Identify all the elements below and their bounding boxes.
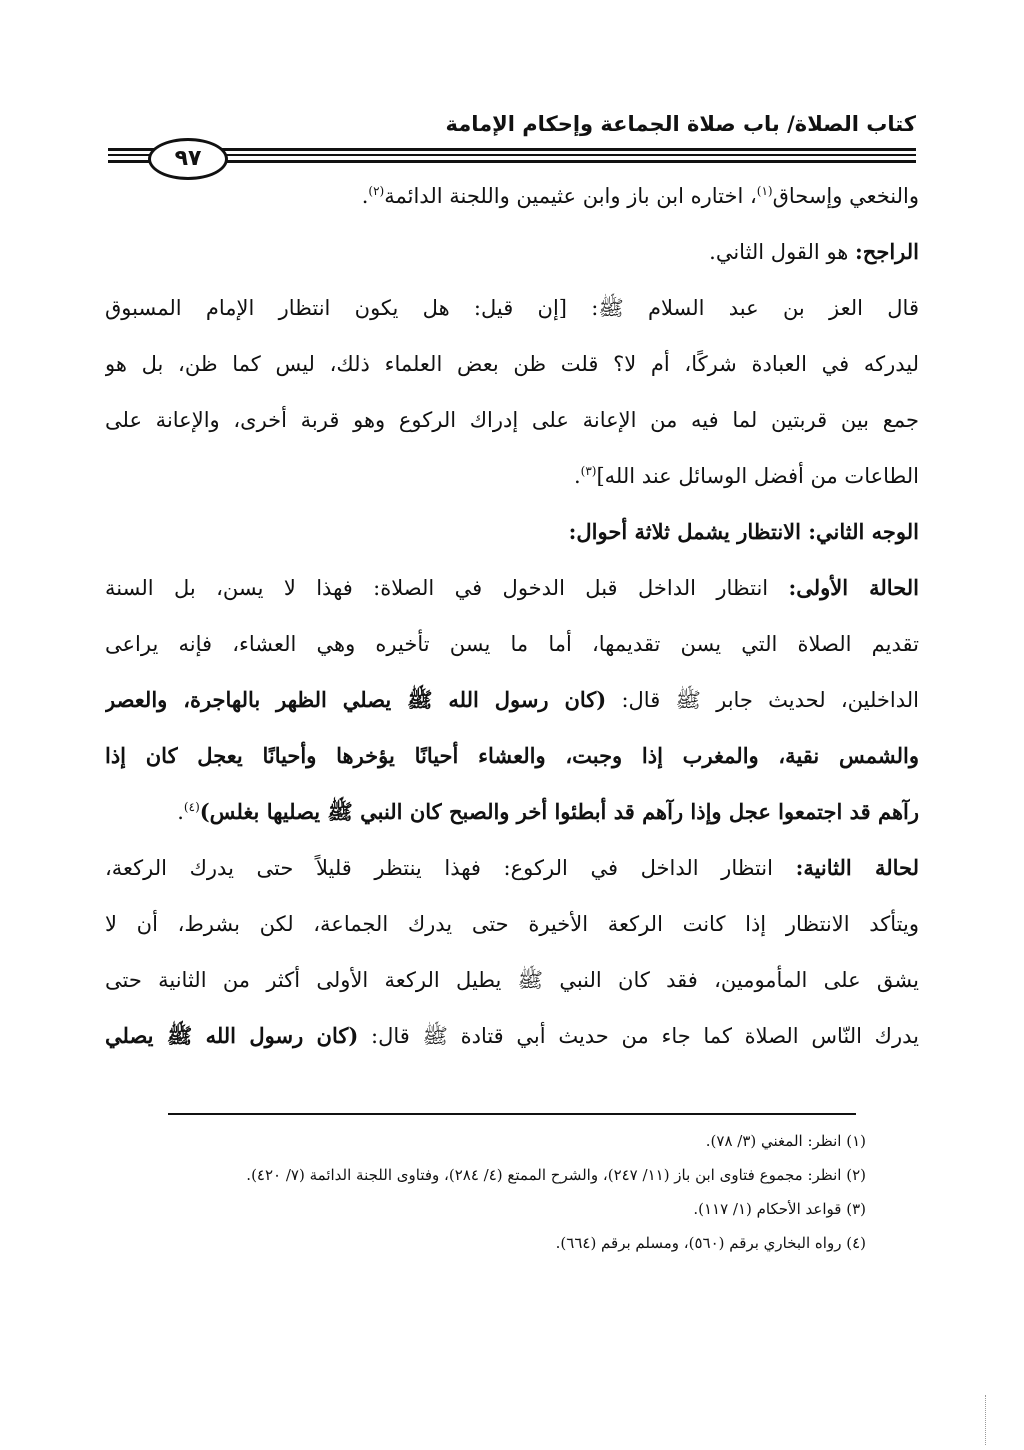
footnote: (٤) رواه البخاري برقم (٥٦٠)، ومسلم برقم (٦٦٤). — [555, 1234, 866, 1252]
text-line: ويتأكد الانتظار إذا كانت الركعة الأخيرة حتى يدرك الجماعة، لكن بشرط، أن لا — [105, 912, 919, 936]
text-line: الطاعات من أفضل الوسائل عند الله]$^{(٣)}$. — [573, 464, 919, 488]
footnote-ref: (١) — [756, 184, 773, 198]
footnote-separator — [168, 1113, 856, 1115]
text-line: الحالة الأولى: انتظار الداخل قبل الدخول في الصلاة: فهذا لا يسن، بل السنة — [105, 575, 919, 600]
hadith-quote: رآهم قد اجتمعوا عجل وإذا رآهم قد أبطئوا أخر والصبح كان النبي ﷺ يصليها بغلس) — [199, 799, 919, 824]
text-line: جمع بين قربتين لما فيه من الإعانة على إدراك الركوع وهو قربة أخرى، والإعانة على — [105, 408, 919, 432]
header-rule — [108, 148, 916, 166]
footnote: (٢) انظر: مجموع فتاوى ابن باز (١١/ ٢٤٧)، والشرح الممتع (٤/ ٢٨٤)، وفتاوى اللجنة الدائمة (٧/ ٤٢٠). — [246, 1166, 866, 1184]
footnote-ref: (٣) — [580, 464, 597, 478]
text-line: الراجح: هو القول الثاني. — [709, 239, 919, 264]
footnote: (٣) قواعد الأحكام (١/ ١١٧). — [693, 1200, 866, 1218]
hadith-quote: (كان رسول الله ﷺ يصلي — [105, 1023, 359, 1048]
footnote: (١) انظر: المغني (٣/ ٧٨). — [705, 1132, 866, 1150]
running-header: كتاب الصلاة/ باب صلاة الجماعة وإحكام الإمامة — [445, 112, 916, 136]
footnote-ref: (٢) — [368, 184, 385, 198]
footnotes — [108, 1124, 866, 1260]
text-line: ليدركه في العبادة شركًا، أم لا؟ قلت ظن بعض العلماء ذلك، ليس كما ظن، بل هو — [105, 352, 919, 376]
section-heading: الوجه الثاني: الانتظار يشمل ثلاثة أحوال: — [568, 519, 919, 544]
case-two-label: لحالة الثانية: — [795, 855, 919, 880]
preferred-opinion-label: الراجح: — [855, 239, 919, 264]
scan-edge-mark — [985, 1395, 987, 1445]
page-number: ٩٧ — [148, 138, 228, 180]
body-text — [105, 168, 919, 1064]
hadith-quote: والشمس نقية، والمغرب إذا وجبت، والعشاء أحيانًا يؤخرها وأحيانًا يعجل كان إذا — [105, 743, 919, 768]
footnote-ref: (٤) — [183, 800, 200, 814]
text-line: لحالة الثانية: انتظار الداخل في الركوع: فهذا ينتظر قليلاً حتى يدرك الركعة، — [105, 855, 919, 880]
hadith-quote: (كان رسول الله ﷺ يصلي الظهر بالهاجرة، والعصر — [105, 687, 607, 712]
text-line: يدرك النّاس الصلاة كما جاء من حديث أبي قتادة ﷺ قال: (كان رسول الله ﷺ يصلي — [105, 1023, 919, 1048]
text-line: تقديم الصلاة التي يسن تقديمها، أما ما يسن تأخيره وهي العشاء، فإنه يراعى — [105, 632, 919, 656]
case-one-label: الحالة الأولى: — [788, 575, 919, 600]
text-line: رآهم قد اجتمعوا عجل وإذا رآهم قد أبطئوا أخر والصبح كان النبي ﷺ يصليها بغلس)$^{(٤)}$. — [177, 799, 919, 824]
text-line: والنخعي وإسحاق$^{(١)}$، اختاره ابن باز وابن عثيمين واللجنة الدائمة$^{(٢)}$. — [361, 184, 919, 208]
text-line: الداخلين، لحديث جابر ﷺ قال: (كان رسول الله ﷺ يصلي الظهر بالهاجرة، والعصر — [105, 687, 919, 712]
text-line: يشق على المأمومين، فقد كان النبي ﷺ يطيل الركعة الأولى أكثر من الثانية حتى — [105, 968, 919, 992]
text-line: قال العز بن عبد السلام ﷺ: [إن قيل: هل يكون انتظار الإمام المسبوق — [105, 296, 919, 320]
